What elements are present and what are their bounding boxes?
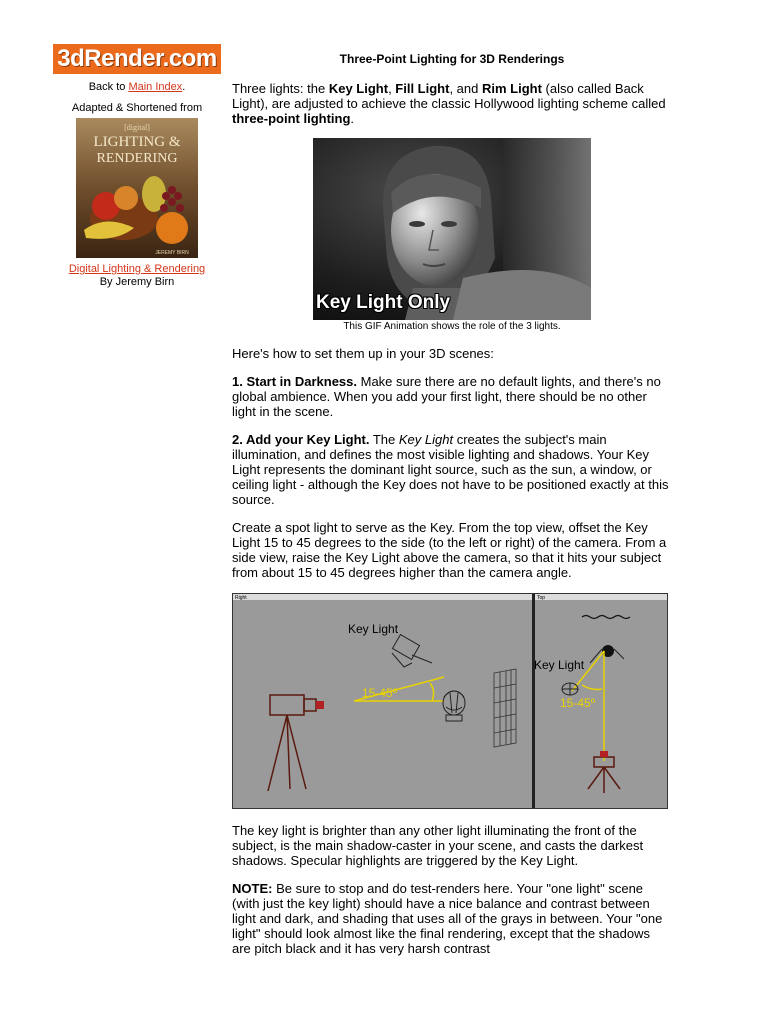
step2-label: 2. Add your Key Light. [232,432,370,447]
brighter-paragraph: The key light is brighter than any other light illuminating the front of the subject, is the main shadow-caster in your scene, and casts the darkest shadows. Specular highlights are triggered by the Key Light. [232,823,644,868]
top-subject-icon [562,683,578,695]
step1-text: Make sure there are no default lights, and there's no global ambience. When you add your first light, there should be no other light in the scene. [232,374,661,419]
right-key-light-label: Key Light [534,658,585,672]
book-cover-image[interactable] [76,118,198,258]
key-light-diagram[interactable] [232,593,668,809]
left-key-light-label: Key Light [348,622,399,636]
back-prefix: Back to [88,81,129,93]
note-label: NOTE: [232,881,273,896]
three-point-term: three-point lighting [232,111,351,126]
step1-paragraph [232,374,672,419]
spot-paragraph: Create a spot light to serve as the Key. From the top view, offset the Key Light 15 to 45 degrees to the side (to the left or right) of the camera. From a side view, raise the Key Light above the camera, so that it hits your subject from about 15 to 45 degrees higher than the camera angle. [232,520,667,580]
step2-text: The [369,432,399,447]
hero-overlay-text: Key Light Only [316,292,451,313]
back-line [53,81,221,94]
right-angle-label: 15-45º [560,696,596,710]
site-logo[interactable]: 3dRender.com [53,44,221,74]
step2-text: creates the subject's main illumination, and defines the most visible lighting and shadows. Your Key Light represents the dominant light source, such as the sun, a window, or ceiling light - although the Key does not have to be positioned exactly at this source. [232,432,669,507]
intro-text: . [350,111,355,126]
book-author: JEREMY BIRN [155,250,189,256]
left-angle-label: 15-45º [362,686,398,700]
author-line: By Jeremy Birn [99,276,175,288]
key-light-term: Key Light [328,81,389,96]
main-index-link[interactable]: Main Index [128,81,183,93]
step1-label: 1. Start in Darkness. [232,374,357,389]
adapted-text: Adapted & Shortened from [71,102,203,114]
page-title: Three-Point Lighting for 3D Renderings [339,52,565,66]
book-title-1: LIGHTING & [93,134,181,150]
main-content [232,52,672,969]
intro-text: (also called Back Light), are adjusted to achieve the classic Hollywood lighting scheme called [232,81,666,111]
book-title-2: RENDERING [96,151,178,166]
hero-image-wrap [313,138,591,320]
rim-light-term: Rim Light [481,81,542,96]
intro-paragraph [232,81,672,126]
note-paragraph [232,881,672,956]
note-text: Be sure to stop and do test-renders here. Your "one light" scene (with just the key light) should have a nice balance and contrast between light and dark, and shading that uses all of the grays in between. Your "one light" should look almost like the final rendering, except that the shadows are pitch black and it has very harsh contrast [232,881,663,956]
left-view-label: Right [235,595,247,601]
book-series: [digital] [124,123,150,132]
book-link[interactable]: Digital Lighting & Rendering [68,263,206,275]
howto-paragraph: Here's how to set them up in your 3D scenes: [232,346,494,361]
intro-text: , and [449,81,482,96]
right-view-label: Top [537,595,546,601]
fill-light-term: Fill Light [395,81,450,96]
intro-text: , [388,81,396,96]
back-suffix: . [182,81,186,93]
hero-caption: This GIF Animation shows the role of the 3 lights. [343,321,561,332]
intro-text: Three lights: the [232,81,329,96]
sidebar [53,44,221,289]
key-light-em: Key Light [398,432,454,447]
step2-paragraph [232,432,672,507]
